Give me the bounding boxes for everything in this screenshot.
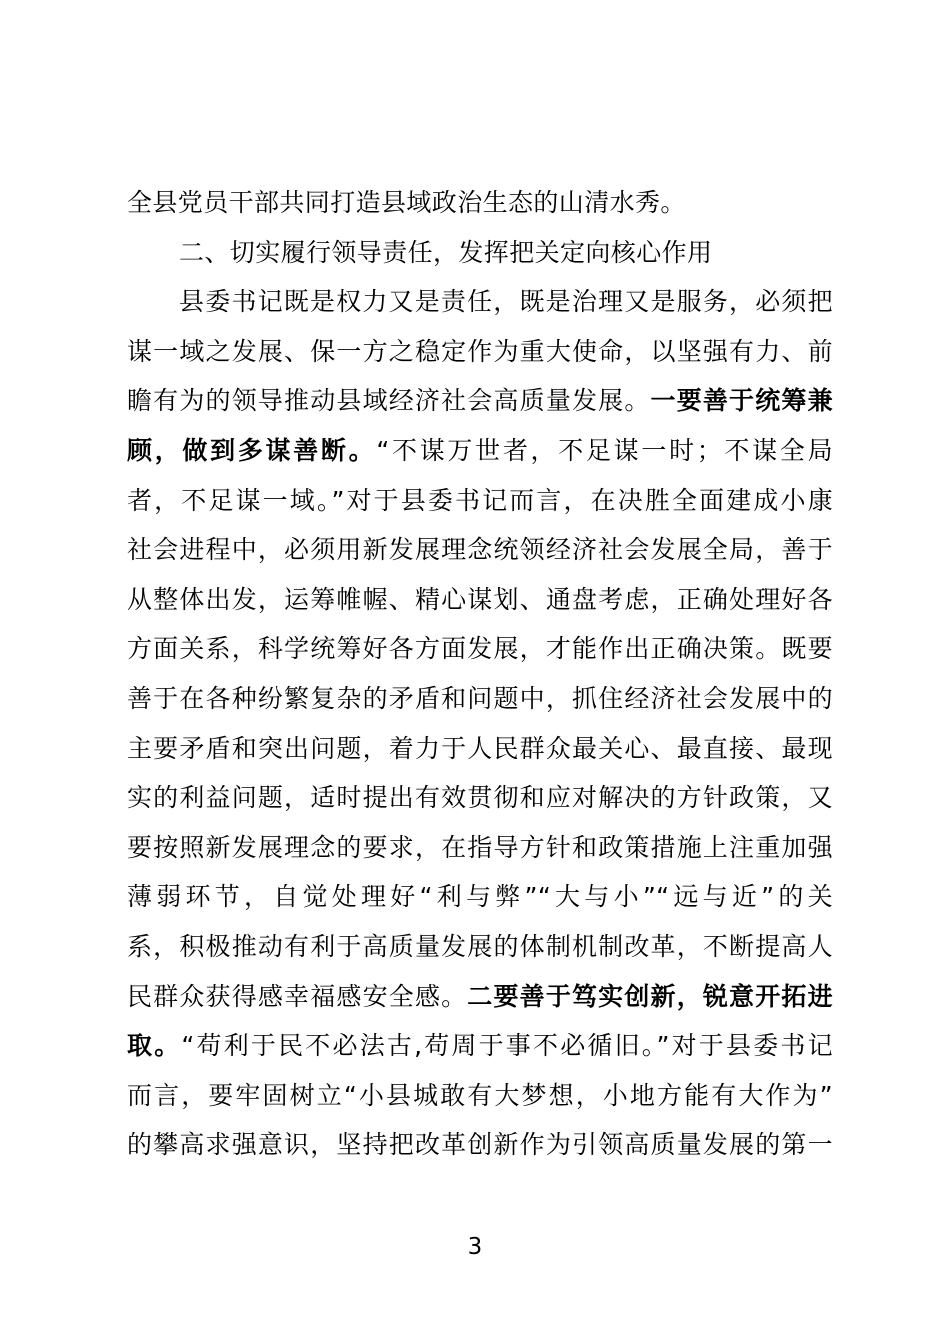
text-run: 主要矛盾和突出问题，着力于人民群众最关心、最直接、最现 (127, 733, 833, 763)
text-line (127, 476, 833, 526)
body-text (127, 178, 833, 1170)
text-run: 瞻有为的领导推动县域经济社会高质量发展。 (127, 386, 651, 416)
text-run: 的攀高求强意识，坚持把改革创新作为引领高质量发展的第一 (127, 1130, 833, 1160)
text-run: 县委书记既是权力又是责任，既是治理又是服务，必须把 (179, 287, 833, 317)
text-line (127, 1071, 833, 1121)
text-run: 者，不足谋一域。”对于县委书记而言，在决胜全面建成小康 (127, 485, 833, 515)
text-run: “苟利于民不必法古,苟周于事不必循旧。”对于县委书记 (181, 1031, 833, 1061)
text-line (127, 624, 833, 674)
bold-text-run: 取。 (127, 1031, 182, 1061)
text-line (127, 724, 833, 774)
text-run: “不谋万世者，不足谋一时；不谋全局 (376, 435, 833, 465)
bold-text-run: 二要善于笃实创新，锐意开拓进 (467, 981, 833, 1011)
text-run: 二、切实履行领导责任，发挥把关定向核心作用 (179, 237, 713, 267)
text-run: 社会进程中，必须用新发展理念统领经济社会发展全局，善于 (127, 535, 833, 565)
text-line (127, 823, 833, 873)
text-line (127, 972, 833, 1022)
text-run: 民群众获得感幸福感安全感。 (127, 981, 468, 1011)
text-line (127, 376, 833, 426)
text-line (127, 327, 833, 377)
text-run: 而言，要牢固树立“小县城敢有大梦想，小地方能有大作为” (127, 1080, 833, 1110)
page-number: 3 (467, 1234, 483, 1260)
text-line (127, 922, 833, 972)
text-run: 全县党员干部共同打造县域政治生态的山清水秀。 (127, 188, 686, 217)
text-line (127, 277, 833, 327)
text-line (127, 1120, 833, 1170)
bold-text-run: 一要善于统筹兼 (650, 386, 833, 416)
text-run: 要按照新发展理念的要求，在指导方针和政策措施上注重加强 (127, 832, 833, 862)
text-line (127, 525, 833, 575)
text-line (127, 674, 833, 724)
text-line (127, 426, 833, 476)
text-run: 实的利益问题，适时提出有效贯彻和应对解决的方针政策，又 (127, 783, 833, 813)
text-line (127, 773, 833, 823)
text-run: 善于在各种纷繁复杂的矛盾和问题中，抓住经济社会发展中的 (127, 683, 833, 713)
text-run: 系，积极推动有利于高质量发展的体制机制改革，不断提高人 (127, 931, 833, 961)
text-run: 薄弱环节，自觉处理好“利与弊”“大与小”“远与近”的关 (127, 882, 833, 912)
text-run: 方面关系，科学统筹好各方面发展，才能作出正确决策。既要 (127, 634, 833, 664)
text-line (127, 575, 833, 625)
text-line (127, 178, 833, 228)
text-run: 谋一域之发展、保一方之稳定作为重大使命，以坚强有力、前 (127, 336, 833, 366)
text-run: 从整体出发，运筹帷幄、精心谋划、通盘考虑，正确处理好各 (127, 584, 833, 614)
section-heading (127, 228, 833, 278)
text-line (127, 1021, 833, 1071)
text-line (127, 872, 833, 922)
bold-text-run: 顾，做到多谋善断。 (127, 435, 377, 465)
